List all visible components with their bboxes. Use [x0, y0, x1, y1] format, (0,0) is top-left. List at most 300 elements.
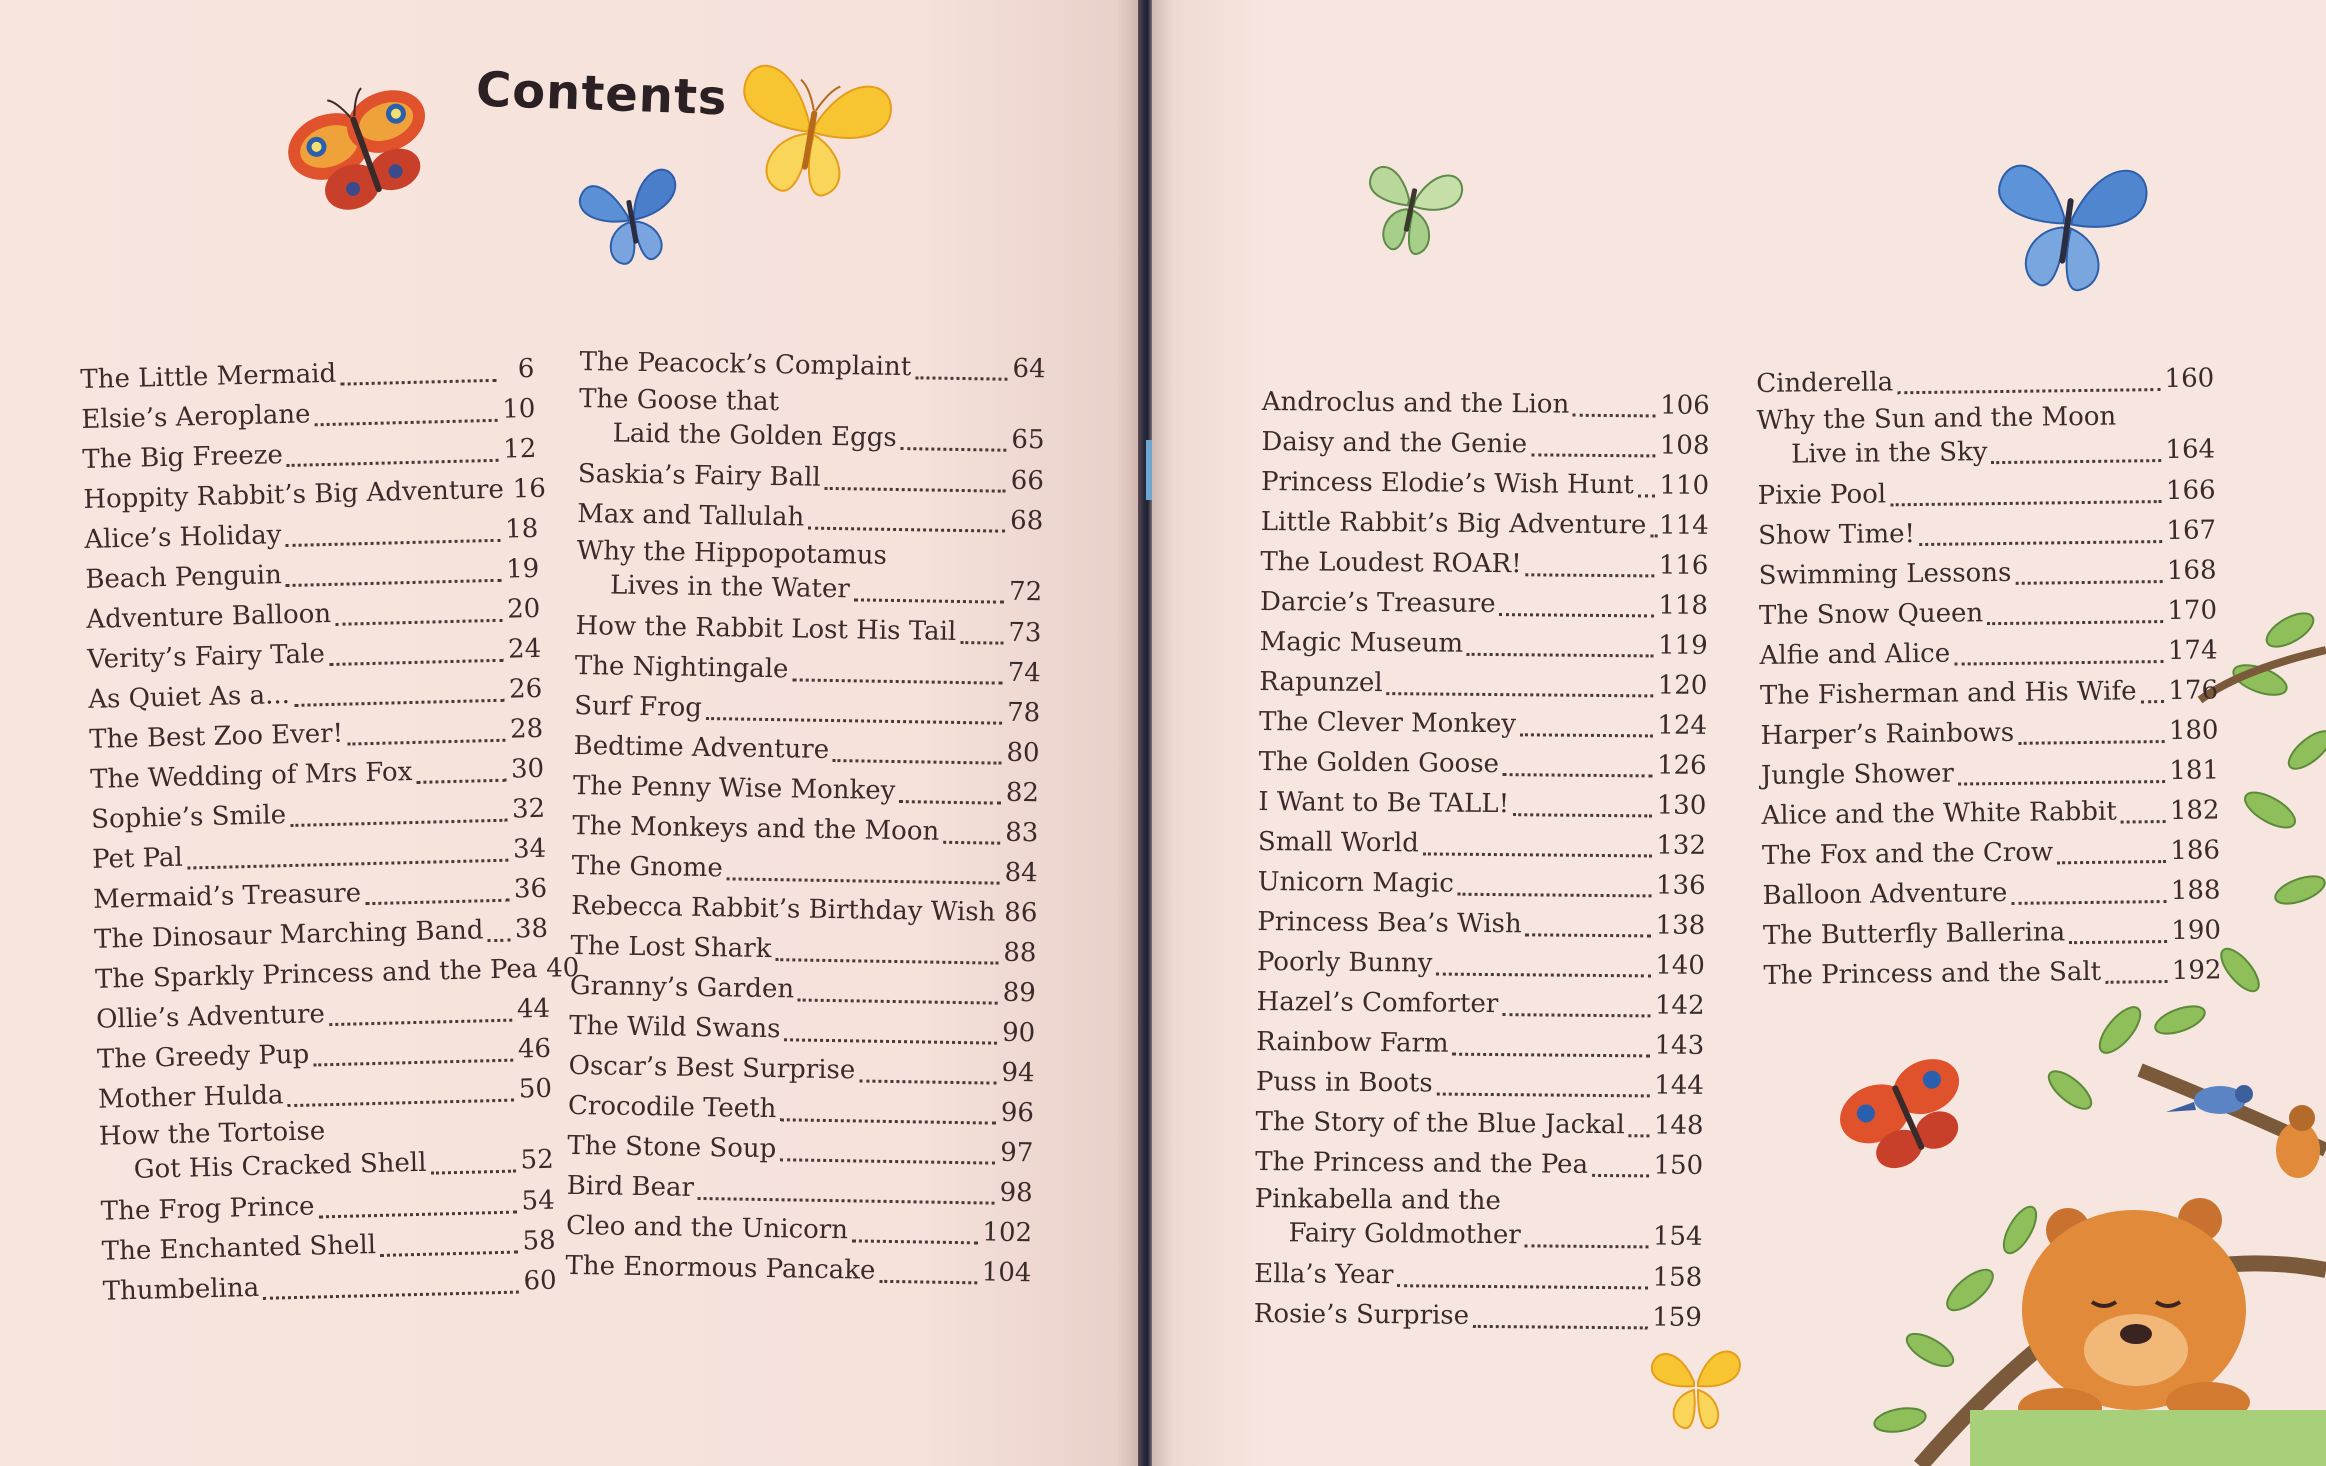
toc-title: Pixie Pool [1757, 479, 1887, 511]
toc-entry [1257, 862, 1705, 906]
leader-dots [1436, 972, 1651, 977]
leader-dots [380, 1250, 518, 1256]
toc-title: Show Time! [1757, 519, 1916, 551]
toc-title: As Quiet As a... [87, 679, 291, 715]
leader-dots [706, 717, 1002, 725]
toc-page-number: 150 [1653, 1150, 1704, 1181]
toc-entry [1760, 710, 2218, 756]
toc-page-number: 52 [520, 1144, 555, 1176]
leader-dots [915, 376, 1008, 380]
toc-column-1 [80, 349, 580, 1312]
toc-title: The Lost Shark [570, 930, 772, 965]
leader-dots [792, 678, 1002, 684]
toc-title: Elsie’s Aeroplane [81, 399, 311, 435]
leader-dots [1526, 933, 1652, 937]
toc-page-number: 30 [510, 753, 545, 785]
toc-title: Cinderella [1756, 367, 1894, 399]
toc-page-number: 186 [2170, 835, 2221, 866]
toc-title: How the Tortoise [98, 1116, 326, 1152]
toc-page-number: 83 [1005, 817, 1039, 849]
toc-title: Small World [1257, 826, 1419, 859]
toc-title: The Loudest ROAR! [1260, 546, 1522, 580]
leader-dots [290, 818, 507, 826]
toc-title-line2-row [578, 416, 1044, 457]
toc-page-number: 180 [2168, 715, 2219, 746]
leader-dots [784, 1038, 997, 1044]
toc-title: Verity’s Fairy Tale [86, 639, 326, 675]
toc-entry [1259, 742, 1707, 786]
toc-page-number: 36 [513, 873, 548, 905]
toc-page-number: 159 [1652, 1302, 1702, 1333]
toc-page-number: 148 [1653, 1110, 1704, 1141]
toc-title: Sophie’s Smile [90, 800, 287, 835]
toc-page-number: 89 [1002, 977, 1037, 1009]
toc-page-number: 78 [1006, 697, 1041, 729]
toc-page-number: 72 [1008, 576, 1043, 608]
toc-title: Adventure Balloon [85, 598, 332, 635]
toc-page-number: 86 [1004, 897, 1038, 929]
toc-entry [1256, 1022, 1704, 1066]
toc-title: Alfie and Alice [1759, 638, 1951, 671]
leader-dots [1502, 1013, 1651, 1017]
toc-title: Daisy and the Genie [1261, 426, 1528, 460]
leader-dots [1513, 813, 1653, 817]
leader-dots [2121, 820, 2166, 824]
toc-page-number: 80 [1006, 737, 1040, 769]
leader-dots [288, 1098, 515, 1107]
toc-page-number: 40 [545, 952, 580, 984]
toc-page-number: 24 [507, 633, 542, 665]
toc-title: Oscar’s Best Surprise [568, 1050, 856, 1086]
leader-dots [365, 898, 509, 905]
toc-title: The Butterfly Ballerina [1762, 917, 2066, 951]
toc-entry [576, 534, 1043, 613]
leader-dots [329, 658, 503, 665]
leader-dots [294, 698, 504, 706]
toc-page-number: 120 [1657, 670, 1708, 701]
toc-title: Poorly Bunny [1256, 946, 1433, 979]
toc-entry [1260, 542, 1708, 586]
toc-title: Unicorn Magic [1257, 866, 1455, 899]
toc-title: Harper’s Rainbows [1760, 717, 2015, 751]
toc-page-number: 124 [1657, 710, 1708, 741]
leader-dots [698, 1196, 995, 1204]
leader-dots [1467, 652, 1654, 657]
toc-entry [1255, 1102, 1703, 1146]
toc-page-number: 88 [1003, 937, 1037, 969]
toc-page-number: 64 [1012, 353, 1046, 385]
book-gutter [1138, 0, 1152, 1466]
leader-dots [2011, 900, 2167, 905]
leader-dots [2057, 860, 2166, 864]
toc-page-number: 58 [522, 1225, 557, 1257]
leader-dots [1638, 494, 1656, 497]
toc-entry [1761, 790, 2219, 836]
toc-page-number: 143 [1654, 1030, 1705, 1061]
toc-page-number: 116 [1658, 550, 1709, 581]
leader-dots [1919, 540, 2162, 546]
leader-dots [313, 1058, 513, 1066]
toc-title: The Penny Wise Monkey [572, 770, 896, 807]
toc-page-number: 182 [2169, 795, 2220, 826]
toc-page-number: 190 [2171, 915, 2222, 946]
leader-dots [879, 1279, 977, 1284]
toc-title-continued: Laid the Golden Eggs [612, 418, 898, 453]
toc-title: Max and Tallulah [577, 498, 805, 533]
toc-title: The Frog Prince [100, 1191, 315, 1227]
leader-dots [2105, 980, 2168, 984]
toc-page-number: 12 [502, 433, 537, 465]
leader-dots [2018, 740, 2165, 745]
leader-dots [1531, 453, 1656, 457]
toc-title: The Dinosaur Marching Band [93, 915, 484, 955]
peacock-butterfly-icon [284, 84, 450, 224]
leader-dots [335, 618, 502, 625]
toc-entry [1256, 1062, 1704, 1106]
toc-entry [1258, 822, 1706, 866]
leader-dots [1526, 573, 1655, 577]
toc-page-number: 16 [512, 473, 547, 505]
toc-entry [1256, 982, 1704, 1026]
toc-title: I Want to Be TALL! [1258, 786, 1510, 820]
toc-page-number: 82 [1005, 777, 1040, 809]
toc-entry [1262, 382, 1710, 426]
leader-dots [901, 447, 1007, 452]
toc-entry [1254, 1182, 1703, 1258]
toc-title: Crocodile Teeth [567, 1090, 777, 1125]
toc-title-line2-row [1757, 432, 2215, 472]
leader-dots [1897, 388, 2160, 394]
leader-dots [854, 598, 1004, 603]
toc-entry [1261, 462, 1709, 506]
leader-dots [1520, 733, 1653, 737]
toc-title: Alice’s Holiday [84, 520, 282, 555]
leader-dots [1386, 692, 1653, 697]
toc-title: The Best Zoo Ever! [88, 718, 344, 755]
toc-page-number: 140 [1655, 950, 1706, 981]
toc-title-continued: Lives in the Water [609, 570, 851, 605]
leader-dots [416, 778, 506, 783]
toc-page-number: 114 [1658, 510, 1709, 541]
toc-title-continued: Got His Cracked Shell [133, 1147, 427, 1185]
toc-title: Bedtime Adventure [573, 730, 830, 765]
toc-title: Magic Museum [1259, 626, 1464, 659]
toc-entry [1757, 470, 2215, 516]
toc-title: Why the Sun and the Moon [1756, 401, 2117, 436]
toc-page-number: 170 [2167, 595, 2218, 626]
leader-dots [263, 1290, 519, 1299]
leader-dots [2141, 700, 2165, 703]
toc-title: Princess Bea’s Wish [1257, 906, 1522, 940]
toc-page-number: 98 [999, 1177, 1033, 1209]
toc-page-number: 144 [1654, 1070, 1705, 1101]
leader-dots [943, 840, 1000, 844]
toc-entry [1763, 950, 2221, 996]
toc-page-number: 126 [1656, 750, 1707, 781]
leader-dots [899, 800, 1001, 805]
leader-dots [780, 1158, 995, 1164]
toc-page-number: 50 [518, 1073, 553, 1105]
blue-butterfly-icon [1980, 138, 2156, 302]
toc-page-number: 28 [509, 713, 544, 745]
toc-title: The Story of the Blue Jackal [1255, 1106, 1625, 1141]
toc-title: Rebecca Rabbit’s Birthday Wish [570, 890, 996, 928]
toc-title: Puss in Boots [1255, 1066, 1433, 1099]
toc-page-number: 188 [2170, 875, 2221, 906]
leader-dots [431, 1169, 516, 1174]
leader-dots [1423, 852, 1653, 857]
toc-title: Pet Pal [91, 842, 184, 875]
toc-title: Rainbow Farm [1256, 1026, 1449, 1059]
toc-title: The Monkeys and the Moon [572, 810, 940, 847]
toc-title: Granny’s Garden [569, 970, 795, 1005]
toc-entry [578, 382, 1045, 461]
toc-title: The Wild Swans [569, 1010, 781, 1045]
toc-title: The Wedding of Mrs Fox [89, 757, 413, 795]
toc-title-line2-row [576, 568, 1042, 609]
toc-page-number: 168 [2166, 555, 2217, 586]
toc-title: Little Rabbit’s Big Adventure [1260, 506, 1647, 541]
toc-title: The Greedy Pup [96, 1039, 310, 1075]
toc-entry [1258, 782, 1706, 826]
toc-title: Mother Hulda [97, 1080, 284, 1115]
toc-entry [1255, 1142, 1703, 1186]
leader-dots [825, 486, 1006, 492]
toc-page-number: 119 [1657, 630, 1708, 661]
leader-dots [488, 938, 511, 942]
leader-dots [1890, 500, 2162, 506]
toc-title: Androclus and the Lion [1261, 386, 1570, 420]
leader-dots [1987, 620, 2163, 625]
toc-page-number: 26 [508, 673, 543, 705]
toc-page-number: 74 [1007, 657, 1042, 689]
toc-title: Cleo and the Unicorn [565, 1210, 849, 1246]
toc-title: Hoppity Rabbit’s Big Adventure [83, 474, 505, 515]
toc-page-number: 19 [505, 553, 540, 585]
toc-entry [1761, 750, 2219, 796]
leader-dots [808, 526, 1005, 532]
leader-dots [960, 641, 1003, 645]
toc-title: The Goose that [578, 383, 780, 418]
leader-dots [1650, 534, 1655, 537]
toc-title: The Gnome [571, 850, 723, 884]
leader-dots [1592, 1173, 1650, 1177]
leader-dots [833, 759, 1002, 765]
leader-dots [859, 1079, 996, 1084]
toc-page-number: 136 [1655, 870, 1706, 901]
toc-entry [1763, 910, 2221, 956]
toc-page-number: 68 [1009, 505, 1044, 537]
toc-entry [1260, 622, 1708, 666]
toc-page-number: 32 [511, 793, 546, 825]
toc-title: The Enormous Pancake [565, 1250, 876, 1286]
toc-page-number: 102 [982, 1217, 1033, 1249]
toc-title: The Fox and the Crow [1761, 837, 2054, 871]
yellow-butterfly-icon [722, 54, 898, 210]
toc-title: Mermaid’s Treasure [92, 878, 362, 915]
toc-page-number: 10 [501, 393, 536, 425]
toc-page-number: 108 [1659, 430, 1710, 461]
toc-entry [1760, 670, 2218, 716]
toc-page-number: 60 [523, 1265, 558, 1297]
toc-page-number: 176 [2168, 675, 2219, 706]
toc-page-number: 167 [2166, 515, 2217, 546]
toc-page-number: 66 [1010, 465, 1045, 497]
toc-entry [565, 1246, 1032, 1293]
toc-entry [1758, 510, 2216, 556]
toc-page-number: 154 [1652, 1221, 1703, 1252]
leader-dots [1503, 773, 1653, 777]
leader-dots [340, 378, 496, 385]
toc-title: Why the Hippopotamus [576, 535, 888, 571]
toc-title: How the Rabbit Lost His Tail [575, 610, 957, 647]
toc-entry [1254, 1294, 1702, 1338]
toc-page-number: 132 [1656, 830, 1707, 861]
toc-page-number: 96 [1000, 1097, 1035, 1129]
toc-entry [1257, 902, 1705, 946]
toc-title: Rapunzel [1259, 666, 1383, 699]
toc-entry [1762, 830, 2220, 876]
leader-dots [1397, 1284, 1648, 1289]
toc-page-number: 46 [517, 1033, 552, 1065]
toc-title: The Enchanted Shell [101, 1230, 377, 1267]
toc-title: The Nightingale [574, 650, 789, 685]
toc-title: The Golden Goose [1258, 746, 1500, 780]
leader-dots [1473, 1324, 1648, 1329]
toc-title: The Princess and the Salt [1763, 956, 2102, 991]
toc-page-number: 166 [2165, 475, 2216, 507]
leader-dots [1458, 892, 1652, 897]
green-butterfly-icon [1356, 146, 1466, 264]
toc-title: Rosie’s Surprise [1253, 1298, 1470, 1331]
toc-page-number: 192 [2171, 955, 2222, 986]
toc-title: Thumbelina [102, 1272, 260, 1307]
toc-entry [1759, 590, 2217, 636]
toc-title: The Peacock’s Complaint [579, 346, 912, 383]
leader-dots [286, 538, 501, 546]
toc-page-number: 106 [1660, 390, 1710, 421]
toc-page-number: 90 [1001, 1017, 1036, 1049]
toc-page-number: 18 [504, 513, 539, 545]
leader-dots [780, 1118, 996, 1124]
leader-dots [798, 998, 998, 1004]
toc-entry [1254, 1254, 1702, 1298]
leader-dots [775, 958, 998, 965]
gutter-edge [1146, 440, 1152, 500]
toc-entry [1758, 550, 2216, 596]
toc-entry [1762, 870, 2220, 916]
toc-title: Balloon Adventure [1762, 877, 2008, 911]
leader-dots [329, 1018, 512, 1025]
toc-page-number: 20 [506, 593, 541, 625]
toc-title: Pinkabella and the [1254, 1183, 1501, 1217]
toc-page-number: 174 [2167, 635, 2218, 666]
toc-page-number: 110 [1659, 470, 1710, 501]
leader-dots [2015, 580, 2163, 585]
leader-dots [1992, 459, 2162, 464]
blue-butterfly-icon [574, 160, 688, 274]
toc-title: Jungle Shower [1760, 758, 1955, 791]
toc-title: Ella’s Year [1254, 1258, 1394, 1291]
toc-title: The Princess and the Pea [1255, 1146, 1589, 1180]
contents-title: Contents [475, 61, 729, 127]
toc-title: The Fisherman and His Wife [1759, 676, 2137, 711]
toc-page-number: 158 [1652, 1262, 1703, 1293]
leader-dots [315, 418, 498, 425]
toc-title-line2-row [1254, 1216, 1702, 1254]
toc-title: Darcie’s Treasure [1259, 586, 1496, 620]
leader-dots [1629, 1134, 1650, 1137]
toc-title: Swimming Lessons [1758, 557, 2012, 591]
leader-dots [1437, 1092, 1651, 1097]
leader-dots [2069, 940, 2167, 944]
leader-dots [727, 877, 1000, 884]
toc-entry [1259, 702, 1707, 746]
toc-page-number: 73 [1008, 617, 1042, 649]
toc-entry [1759, 630, 2217, 676]
toc-title: Surf Frog [574, 690, 703, 723]
toc-page-number: 44 [516, 993, 551, 1025]
toc-entry [1261, 422, 1709, 466]
toc-title: The Sparkly Princess and the Pea [94, 954, 538, 995]
toc-column-2 [565, 342, 1046, 1293]
toc-page-number: 181 [2169, 755, 2220, 786]
toc-entry [1756, 398, 2215, 476]
toc-entry [1257, 942, 1705, 986]
leader-dots [347, 738, 505, 745]
toc-title: Bird Bear [566, 1170, 695, 1203]
leader-dots [319, 1210, 517, 1218]
toc-title-continued: Live in the Sky [1790, 437, 1988, 470]
toc-page-number: 118 [1658, 590, 1709, 621]
leader-dots [287, 458, 499, 466]
toc-title: The Snow Queen [1758, 598, 1984, 631]
toc-page-number: 142 [1654, 990, 1705, 1021]
toc-title: Ollie’s Adventure [95, 999, 326, 1035]
leader-dots [1954, 660, 2164, 666]
toc-entry [1260, 582, 1708, 626]
toc-title: Saskia’s Fairy Ball [577, 458, 821, 493]
toc-page-number: 38 [514, 913, 549, 945]
leader-dots [1499, 613, 1654, 617]
yellow-butterfly-icon [1640, 1338, 1750, 1438]
toc-entry [1261, 502, 1709, 546]
leader-dots [1958, 780, 2166, 786]
toc-page-number: 138 [1655, 910, 1706, 941]
toc-title: The Little Mermaid [80, 358, 337, 395]
leader-dots [286, 578, 502, 586]
toc-page-number: 34 [512, 833, 547, 865]
leader-dots [1453, 1052, 1651, 1057]
toc-entry [1756, 358, 2214, 404]
leader-dots [1525, 1244, 1649, 1248]
toc-title: The Clever Monkey [1258, 706, 1517, 740]
toc-entry [1259, 662, 1707, 706]
toc-title: Beach Penguin [85, 560, 283, 595]
leader-dots [852, 1239, 979, 1244]
toc-page-number: 65 [1011, 424, 1045, 456]
toc-page-number: 54 [521, 1185, 556, 1217]
toc-title: The Big Freeze [82, 440, 284, 475]
toc-page-number: 164 [2165, 434, 2216, 466]
leader-dots [1573, 413, 1656, 417]
toc-page-number: 94 [1001, 1057, 1035, 1089]
toc-page-number: 84 [1004, 857, 1038, 889]
toc-page-number: 130 [1656, 790, 1707, 821]
toc-title: Hazel’s Comforter [1256, 986, 1499, 1020]
toc-page-number: 104 [981, 1257, 1032, 1289]
toc-page-number: 160 [2164, 363, 2215, 395]
